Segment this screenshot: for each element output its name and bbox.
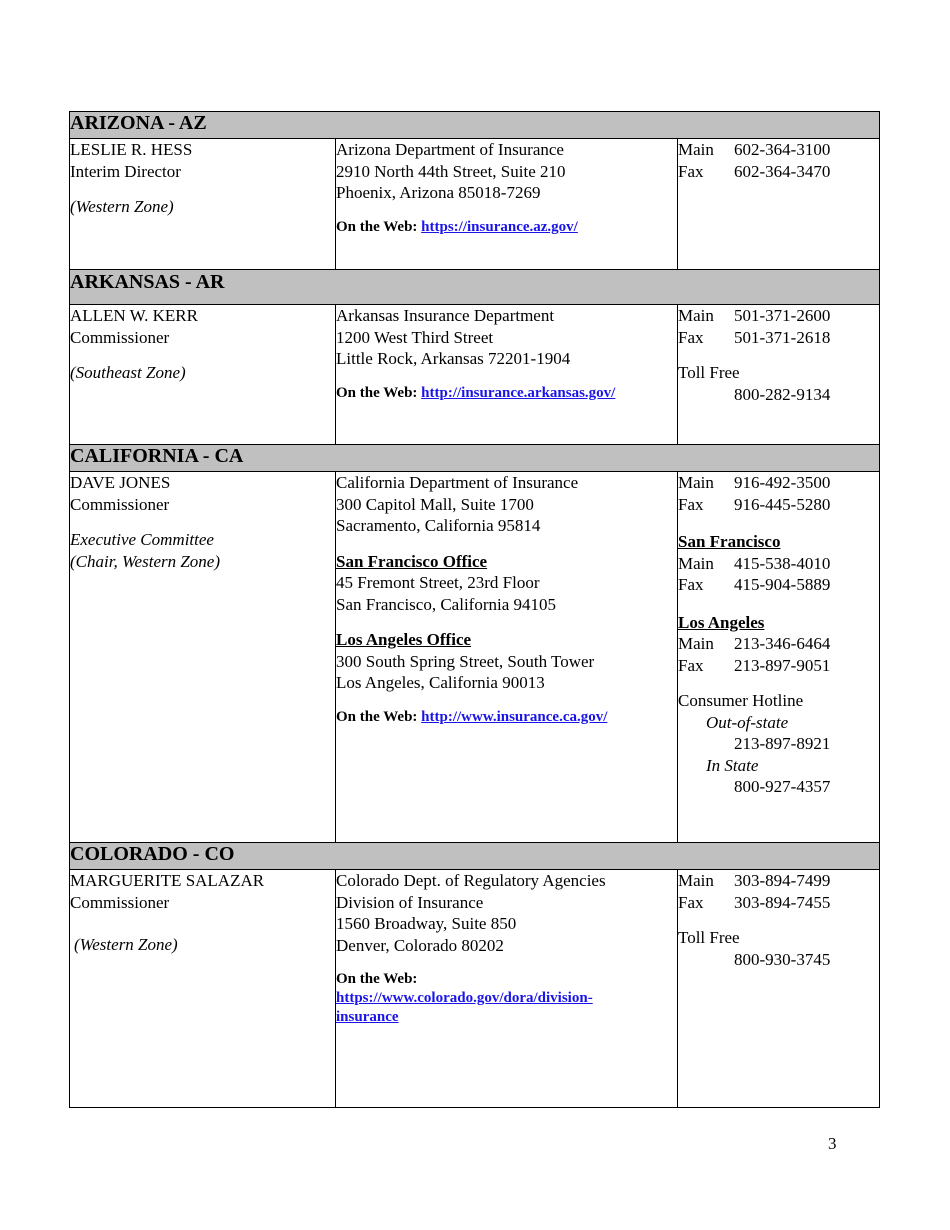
address-cell: [336, 870, 678, 1108]
phone-label: Fax: [678, 161, 704, 181]
phone-label: Main: [678, 553, 714, 573]
phone-label: Main: [678, 634, 714, 653]
phone-label: Main: [678, 473, 714, 492]
web-line: [336, 218, 677, 237]
toll-free-number: 800-930-3745: [734, 949, 831, 969]
web-line: [336, 384, 677, 403]
page-number: 3: [828, 1134, 837, 1153]
phone-cell: [678, 305, 880, 445]
phone-cell: [678, 139, 880, 270]
directory-table: [69, 111, 880, 1108]
address-line: Arizona Department of Insurance: [336, 140, 564, 159]
out-of-state-label: Out-of-state: [706, 712, 789, 732]
phone-label: Fax: [678, 655, 704, 675]
official-cell: [70, 472, 336, 843]
zone: (Western Zone): [70, 197, 174, 216]
phone-label: Main: [678, 140, 714, 159]
phone-number: 916-492-3500: [734, 473, 831, 492]
zone: (Southeast Zone): [70, 363, 186, 382]
office-heading: Los Angeles Office: [336, 630, 472, 649]
address-line: San Francisco, California 94105: [336, 594, 557, 614]
phone-number: 602-364-3470: [734, 161, 831, 181]
official-cell: [70, 139, 336, 270]
state-header-row: [70, 112, 880, 139]
web-line: [336, 708, 677, 727]
phone-number: 303-894-7455: [734, 892, 831, 912]
website-link[interactable]: https://insurance.az.gov/: [421, 218, 578, 235]
address-line: Denver, Colorado 80202: [336, 935, 504, 955]
address-cell: [336, 472, 678, 843]
address-line: 300 South Spring Street, South Tower: [336, 651, 595, 671]
committee: Executive Committee: [70, 530, 214, 549]
state-row: [70, 139, 880, 270]
official-title: Interim Director: [70, 161, 181, 181]
official-name: ALLEN W. KERR: [70, 306, 198, 325]
official-title: Commissioner: [70, 327, 170, 347]
website-link[interactable]: https://www.colorado.gov/dora/division-: [336, 990, 593, 1006]
zone: (Western Zone): [74, 935, 178, 954]
address-line: Sacramento, California 95814: [336, 516, 541, 535]
address-line: Colorado Dept. of Regulatory Agencies: [336, 871, 606, 890]
phone-number: 501-371-2618: [734, 327, 831, 347]
in-state-label: In State: [706, 755, 759, 775]
address-line: 45 Fremont Street, 23rd Floor: [336, 573, 540, 592]
out-of-state-number: 213-897-8921: [734, 734, 831, 753]
website-link-continued[interactable]: insurance: [336, 1009, 399, 1025]
phone-number: 916-445-5280: [734, 494, 831, 514]
address-line: 2910 North 44th Street, Suite 210: [336, 161, 566, 181]
phone-number: 213-346-6464: [734, 634, 831, 653]
web-label: On the Web:: [336, 384, 418, 401]
official-name: LESLIE R. HESS: [70, 140, 193, 159]
toll-free-label: Toll Free: [678, 928, 740, 947]
address-cell: [336, 305, 678, 445]
address-cell: [336, 139, 678, 270]
phone-number: 501-371-2600: [734, 306, 831, 325]
state-header: ARIZONA - AZ: [70, 112, 880, 139]
official-name: DAVE JONES: [70, 473, 171, 492]
address-line: Phoenix, Arizona 85018-7269: [336, 183, 541, 202]
hotline-label: Consumer Hotline: [678, 691, 804, 710]
phone-cell: [678, 870, 880, 1108]
toll-free-number: 800-282-9134: [734, 384, 831, 404]
state-row: [70, 305, 880, 445]
official-name: MARGUERITE SALAZAR: [70, 871, 265, 890]
office-heading: San Francisco Office: [336, 551, 488, 571]
phone-label: Main: [678, 871, 714, 890]
branch-heading: Los Angeles: [678, 612, 765, 632]
address-line: Arkansas Insurance Department: [336, 306, 555, 325]
address-line: Little Rock, Arkansas 72201-1904: [336, 349, 571, 368]
toll-free-label: Toll Free: [678, 363, 740, 382]
address-line: 1200 West Third Street: [336, 327, 494, 347]
zone: (Chair, Western Zone): [70, 551, 221, 571]
address-line: 300 Capitol Mall, Suite 1700: [336, 494, 534, 514]
phone-label: Fax: [678, 327, 704, 347]
phone-label: Fax: [678, 494, 704, 514]
address-line: Division of Insurance: [336, 892, 484, 912]
phone-label: Fax: [678, 575, 704, 594]
phone-number: 415-904-5889: [734, 575, 831, 594]
state-row: [70, 870, 880, 1108]
web-label: On the Web:: [336, 708, 418, 725]
official-title: Commissioner: [70, 494, 170, 514]
phone-number: 213-897-9051: [734, 655, 831, 675]
phone-label: Main: [678, 306, 714, 325]
web-label: On the Web:: [336, 218, 418, 235]
web-label: On the Web:: [336, 971, 418, 987]
address-line: California Department of Insurance: [336, 473, 579, 492]
state-header: CALIFORNIA - CA: [70, 445, 880, 472]
state-header-row: [70, 843, 880, 870]
official-title: Commissioner: [70, 892, 170, 912]
phone-cell: [678, 472, 880, 843]
state-header: ARKANSAS - AR: [70, 270, 880, 305]
in-state-number: 800-927-4357: [734, 777, 831, 796]
phone-number: 415-538-4010: [734, 553, 831, 573]
state-row: [70, 472, 880, 843]
state-header-row: [70, 445, 880, 472]
state-header-row: [70, 270, 880, 305]
phone-number: 602-364-3100: [734, 140, 831, 159]
official-cell: [70, 305, 336, 445]
website-link[interactable]: http://www.insurance.ca.gov/: [421, 708, 608, 725]
phone-number: 303-894-7499: [734, 871, 831, 890]
address-line: 1560 Broadway, Suite 850: [336, 914, 517, 933]
website-link[interactable]: http://insurance.arkansas.gov/: [421, 384, 616, 401]
state-header: COLORADO - CO: [70, 843, 880, 870]
official-cell: [70, 870, 336, 1108]
phone-label: Fax: [678, 892, 704, 912]
address-line: Los Angeles, California 90013: [336, 673, 545, 692]
branch-heading: San Francisco: [678, 532, 781, 551]
